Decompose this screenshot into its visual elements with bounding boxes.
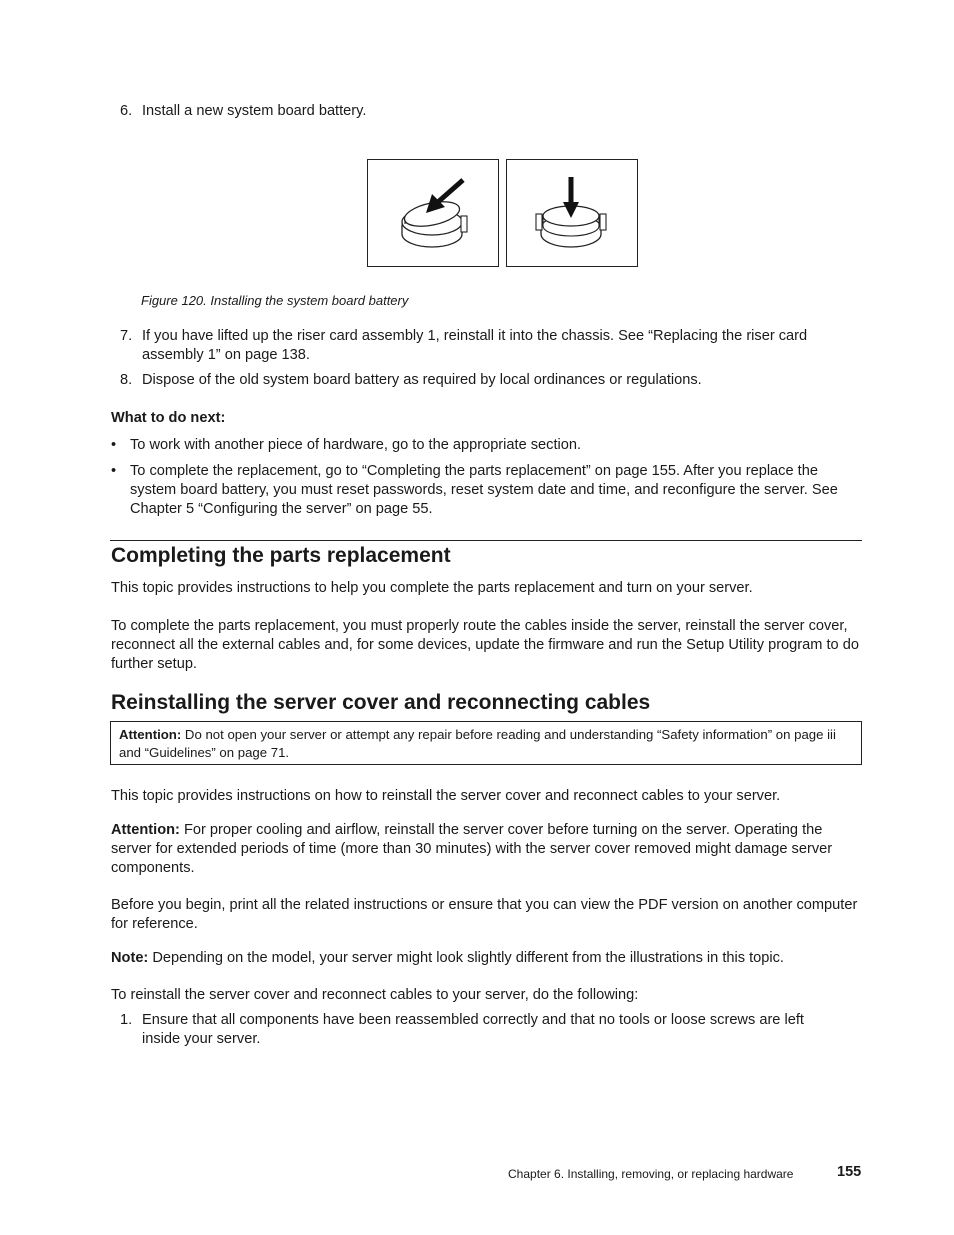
footer-chapter: Chapter 6. Installing, removing, or replacing hardware — [508, 1167, 794, 1181]
bullet-text: To complete the replacement, go to “Completing the parts replacement” on page 155. After you replace the system board battery, you must reset passwords, reset system date and time, and reconfigure the server. See Chapter 5 “Configuring the server” on page 55. — [130, 463, 838, 517]
step-number: 7. — [120, 328, 133, 344]
note-paragraph — [111, 949, 863, 968]
figure-caption: Figure 120. Installing the system board battery — [141, 293, 409, 308]
section-title: Completing the parts replacement — [111, 544, 451, 567]
next-heading: What to do next: — [111, 410, 226, 426]
section-title: Reinstalling the server cover and reconnecting cables — [111, 691, 651, 714]
attention-label: Attention: — [119, 727, 182, 742]
step-text: If you have lifted up the riser card assembly 1, reinstall it into the chassis. See “Replacing the riser card assembly 1” on page 138. — [142, 328, 808, 363]
note-label: Note: — [111, 950, 149, 966]
paragraph: To reinstall the server cover and reconnect cables to your server, do the following: — [111, 987, 639, 1003]
attention-message: Do not open your server or attempt any repair before reading and understanding “Safety information” on page iii and “Guidelines” on page 71. — [119, 727, 836, 760]
paragraph: This topic provides instructions on how to reinstall the server cover and reconnect cables to your server. — [111, 788, 781, 804]
battery-press-illustration — [506, 159, 638, 267]
step-text: Dispose of the old system board battery as required by local ordinances or regulations. — [142, 372, 702, 388]
attention-paragraph — [111, 821, 863, 878]
battery-holder-angled-icon — [368, 160, 498, 266]
step-text: Install a new system board battery. — [142, 103, 367, 119]
attention-message: For proper cooling and airflow, reinstall the server cover before turning on the server. Operating the server for extended periods of time (more than 30 minutes) with the server cover removed might damage server components. — [111, 822, 833, 876]
page-number: 155 — [837, 1164, 862, 1180]
note-message: Depending on the model, your server might look slightly different from the illustrations in this topic. — [148, 950, 784, 966]
bullet-icon: • — [111, 437, 117, 453]
step-number: 8. — [120, 372, 133, 388]
section-divider — [110, 540, 862, 541]
battery-holder-pressed-icon — [507, 160, 637, 266]
paragraph: To complete the parts replacement, you must properly route the cables inside the server, reinstall the server cover, reconnect all the external cables and, for some devices, update the firmware and run the Setup Utility program to do further setup. — [111, 618, 859, 672]
paragraph: Before you begin, print all the related instructions or ensure that you can view the PDF version on another computer for reference. — [111, 897, 858, 932]
attention-box — [110, 721, 862, 765]
step-number: 6. — [120, 103, 133, 119]
bullet-icon: • — [111, 463, 117, 479]
paragraph: This topic provides instructions to help you complete the parts replacement and turn on your server. — [111, 580, 753, 596]
battery-tilt-illustration — [367, 159, 499, 267]
step-number: 1. — [120, 1012, 133, 1028]
attention-box-text — [119, 726, 839, 762]
step-text: Ensure that all components have been reassembled correctly and that no tools or loose screws are left inside your server. — [142, 1012, 804, 1047]
attention-label: Attention: — [111, 822, 180, 838]
bullet-text: To work with another piece of hardware, go to the appropriate section. — [130, 437, 582, 453]
